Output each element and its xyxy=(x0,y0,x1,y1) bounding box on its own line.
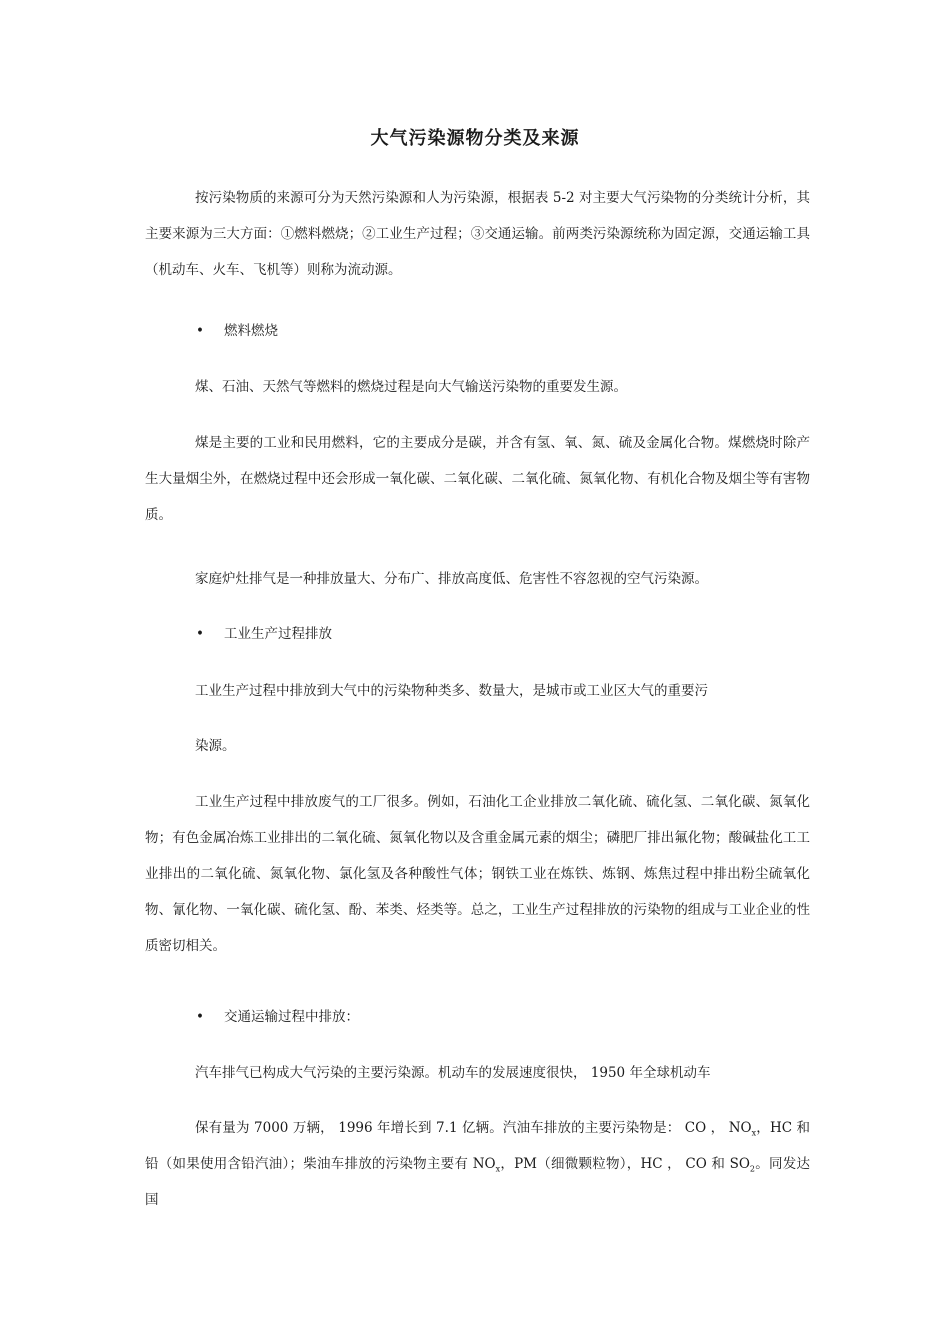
bullet-icon: • xyxy=(196,626,204,642)
section-heading-label: 交通运输过程中排放： xyxy=(224,1009,359,1025)
paragraph: 染源。 xyxy=(195,738,236,754)
subscript: 2 xyxy=(749,1164,756,1174)
paragraph: 工业生产过程中排放废气的工厂很多。例如，石油化工企业排放二氧化硫、硫化氢、二氧化碳、氮氧化物；有色金属冶炼工业排出的二氧化硫、氮氧化物以及含重金属元素的烟尘；磷肥厂排出氟化物；酸碱盐化工工业排出的二氧化硫、氮氧化物、氯化氢及各种酸性气体；钢铁工业在炼铁、炼钢、炼焦过程中排出粉尘硫氧化物、氰化物、一氧化碳、硫化氢、酚、苯类、烃类等。总之，工业生产过程排放的污染物的组成与工业企业的性质密切相关。 xyxy=(145,794,810,954)
paragraph xyxy=(145,1110,810,1218)
intro-paragraph: 按污染物质的来源可分为天然污染源和人为污染源，根据表 5-2 对主要大气污染物的分类统计分析，其主要来源为三大方面：①燃料燃烧；②工业生产过程；③交通运输。前两类污染源统称为固定源，交通运输工具（机动车、火车、飞机等）则称为流动源。 xyxy=(145,190,810,278)
paragraph: 汽车排气已构成大气污染的主要污染源。机动车的发展速度很快， 1950 年全球机动车 xyxy=(195,1065,711,1081)
section-heading-label: 燃料燃烧 xyxy=(224,323,278,339)
text-run: 保有量为 7000 万辆， 1996 年增长到 7.1 亿辆。汽油车排放的主要污染物是： CO ， NO xyxy=(195,1120,752,1136)
text-run: ，PM（细微颗粒物），HC ， CO 和 SO xyxy=(500,1156,750,1172)
bullet-icon: • xyxy=(196,323,204,339)
paragraph: 煤、石油、天然气等燃料的燃烧过程是向大气输送污染物的重要发生源。 xyxy=(195,379,627,395)
section-heading-fuel-combustion xyxy=(196,321,278,341)
page-title: 大气污染源物分类及来源 xyxy=(370,128,580,149)
text-run: 。同发达国 xyxy=(145,1156,811,1208)
paragraph: 家庭炉灶排气是一种排放量大、分布广、排放高度低、危害性不容忽视的空气污染源。 xyxy=(195,571,708,587)
paragraph: 工业生产过程中排放到大气中的污染物种类多、数量大，是城市或工业区大气的重要污 xyxy=(195,683,708,699)
section-heading-transportation xyxy=(196,1007,359,1027)
section-heading-industrial-process xyxy=(196,624,332,644)
text-run: ，HC 和铅（如果使用含铅汽油）；柴油车排放的污染物主要有 NO xyxy=(145,1120,810,1172)
paragraph: 煤是主要的工业和民用燃料，它的主要成分是碳，并含有氢、氧、氮、硫及金属化合物。煤燃烧时除产生大量烟尘外，在燃烧过程中还会形成一氧化碳、二氧化碳、二氧化硫、氮氧化物、有机化合物及烟尘等有害物质。 xyxy=(145,435,810,523)
subscript: x xyxy=(495,1164,501,1174)
section-heading-label: 工业生产过程排放 xyxy=(224,626,332,642)
bullet-icon: • xyxy=(196,1009,204,1025)
subscript: x xyxy=(751,1128,757,1138)
